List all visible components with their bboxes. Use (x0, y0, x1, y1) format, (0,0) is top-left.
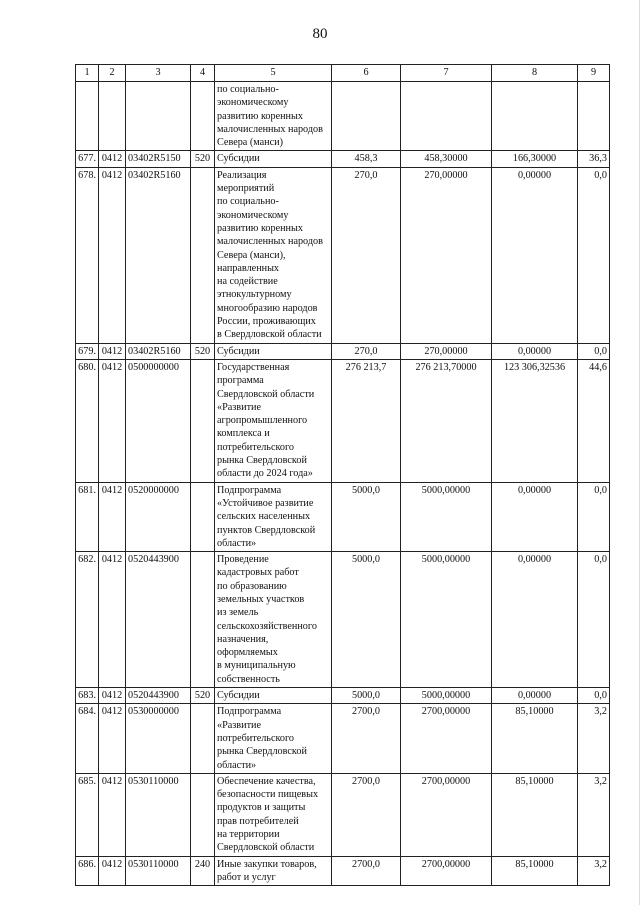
executed-amount: 85,10000 (492, 773, 578, 856)
approved-amount: 2700,00000 (401, 704, 492, 773)
executed-amount: 0,00000 (492, 552, 578, 688)
executed-amount: 0,00000 (492, 482, 578, 551)
execution-percent: 36,3 (578, 151, 610, 167)
planned-amount: 5000,0 (332, 482, 401, 551)
expense-type-code: 240 (191, 856, 215, 886)
table-row (76, 82, 610, 151)
row-number: 679. (76, 343, 99, 359)
target-article-code: 0530000000 (126, 704, 191, 773)
row-number (76, 82, 99, 151)
planned-amount: 5000,0 (332, 552, 401, 688)
planned-amount: 2700,0 (332, 773, 401, 856)
section-code: 0412 (99, 856, 126, 886)
planned-amount (332, 82, 401, 151)
execution-percent: 44,6 (578, 359, 610, 482)
section-code: 0412 (99, 704, 126, 773)
executed-amount: 123 306,32536 (492, 359, 578, 482)
execution-percent: 0,0 (578, 688, 610, 704)
expense-type-code: 520 (191, 151, 215, 167)
executed-amount (492, 82, 578, 151)
row-number: 685. (76, 773, 99, 856)
approved-amount: 5000,00000 (401, 552, 492, 688)
row-number: 683. (76, 688, 99, 704)
target-article-code: 0520000000 (126, 482, 191, 551)
column-header: 6 (332, 65, 401, 82)
target-article-code (126, 82, 191, 151)
approved-amount: 458,30000 (401, 151, 492, 167)
item-name: Иные закупки товаров, работ и услуг (215, 856, 332, 886)
expense-type-code (191, 704, 215, 773)
column-header: 7 (401, 65, 492, 82)
expense-type-code: 520 (191, 688, 215, 704)
row-number: 681. (76, 482, 99, 551)
item-name: Подпрограмма «Устойчивое развитие сельских населенных пунктов Свердловской области» (215, 482, 332, 551)
executed-amount: 85,10000 (492, 856, 578, 886)
expense-type-code: 520 (191, 343, 215, 359)
table-row (76, 151, 610, 167)
column-header: 2 (99, 65, 126, 82)
target-article-code: 0530110000 (126, 773, 191, 856)
execution-percent: 3,2 (578, 704, 610, 773)
column-header: 9 (578, 65, 610, 82)
target-article-code: 0500000000 (126, 359, 191, 482)
expense-type-code (191, 552, 215, 688)
item-name: Реализация мероприятий по социально- экономическому развитию коренных малочисленных народов Севера (манси), направленных на содействие этнокультурному многообразию народов России, проживающих в Свердловской области (215, 167, 332, 343)
table-row (76, 856, 610, 886)
column-header: 8 (492, 65, 578, 82)
section-code: 0412 (99, 552, 126, 688)
approved-amount (401, 82, 492, 151)
row-number: 682. (76, 552, 99, 688)
section-code: 0412 (99, 167, 126, 343)
column-header: 3 (126, 65, 191, 82)
item-name: Субсидии (215, 688, 332, 704)
execution-percent: 3,2 (578, 773, 610, 856)
row-number: 686. (76, 856, 99, 886)
executed-amount: 0,00000 (492, 688, 578, 704)
execution-percent: 0,0 (578, 482, 610, 551)
table-row (76, 704, 610, 773)
planned-amount: 270,0 (332, 343, 401, 359)
execution-percent: 0,0 (578, 552, 610, 688)
table-row (76, 359, 610, 482)
table-row (76, 552, 610, 688)
table-row (76, 773, 610, 856)
approved-amount: 276 213,70000 (401, 359, 492, 482)
section-code: 0412 (99, 151, 126, 167)
budget-table (75, 64, 610, 886)
section-code: 0412 (99, 343, 126, 359)
target-article-code: 0530110000 (126, 856, 191, 886)
table-row (76, 167, 610, 343)
expense-type-code (191, 773, 215, 856)
target-article-code: 03402R5150 (126, 151, 191, 167)
target-article-code: 03402R5160 (126, 167, 191, 343)
approved-amount: 5000,00000 (401, 482, 492, 551)
planned-amount: 2700,0 (332, 856, 401, 886)
column-header: 1 (76, 65, 99, 82)
execution-percent (578, 82, 610, 151)
approved-amount: 5000,00000 (401, 688, 492, 704)
table-body (76, 82, 610, 886)
row-number: 680. (76, 359, 99, 482)
item-name: Субсидии (215, 151, 332, 167)
planned-amount: 270,0 (332, 167, 401, 343)
column-header: 4 (191, 65, 215, 82)
target-article-code: 03402R5160 (126, 343, 191, 359)
table-row (76, 688, 610, 704)
item-name: Государственная программа Свердловской области «Развитие агропромышленного комплекса и потребительского рынка Свердловской области до 2024 года» (215, 359, 332, 482)
section-code: 0412 (99, 359, 126, 482)
section-code: 0412 (99, 773, 126, 856)
expense-type-code (191, 359, 215, 482)
target-article-code: 0520443900 (126, 688, 191, 704)
table-row (76, 343, 610, 359)
approved-amount: 2700,00000 (401, 773, 492, 856)
execution-percent: 0,0 (578, 343, 610, 359)
item-name: Обеспечение качества, безопасности пищевых продуктов и защиты прав потребителей на территории Свердловской области (215, 773, 332, 856)
page-number: 80 (312, 26, 328, 42)
approved-amount: 270,00000 (401, 343, 492, 359)
row-number: 684. (76, 704, 99, 773)
section-code (99, 82, 126, 151)
section-code: 0412 (99, 688, 126, 704)
executed-amount: 0,00000 (492, 167, 578, 343)
column-header: 5 (215, 65, 332, 82)
item-name: Проведение кадастровых работ по образованию земельных участков из земель сельскохозяйственного назначения, оформляемых в муниципальную собственность (215, 552, 332, 688)
planned-amount: 458,3 (332, 151, 401, 167)
planned-amount: 2700,0 (332, 704, 401, 773)
item-name: по социально- экономическому развитию коренных малочисленных народов Севера (манси) (215, 82, 332, 151)
planned-amount: 276 213,7 (332, 359, 401, 482)
approved-amount: 2700,00000 (401, 856, 492, 886)
execution-percent: 0,0 (578, 167, 610, 343)
target-article-code: 0520443900 (126, 552, 191, 688)
item-name: Субсидии (215, 343, 332, 359)
row-number: 678. (76, 167, 99, 343)
section-code: 0412 (99, 482, 126, 551)
approved-amount: 270,00000 (401, 167, 492, 343)
executed-amount: 85,10000 (492, 704, 578, 773)
execution-percent: 3,2 (578, 856, 610, 886)
expense-type-code (191, 82, 215, 151)
row-number: 677. (76, 151, 99, 167)
expense-type-code (191, 482, 215, 551)
executed-amount: 166,30000 (492, 151, 578, 167)
table-row (76, 482, 610, 551)
expense-type-code (191, 167, 215, 343)
planned-amount: 5000,0 (332, 688, 401, 704)
executed-amount: 0,00000 (492, 343, 578, 359)
header-row (76, 65, 610, 82)
item-name: Подпрограмма «Развитие потребительского рынка Свердловской области» (215, 704, 332, 773)
